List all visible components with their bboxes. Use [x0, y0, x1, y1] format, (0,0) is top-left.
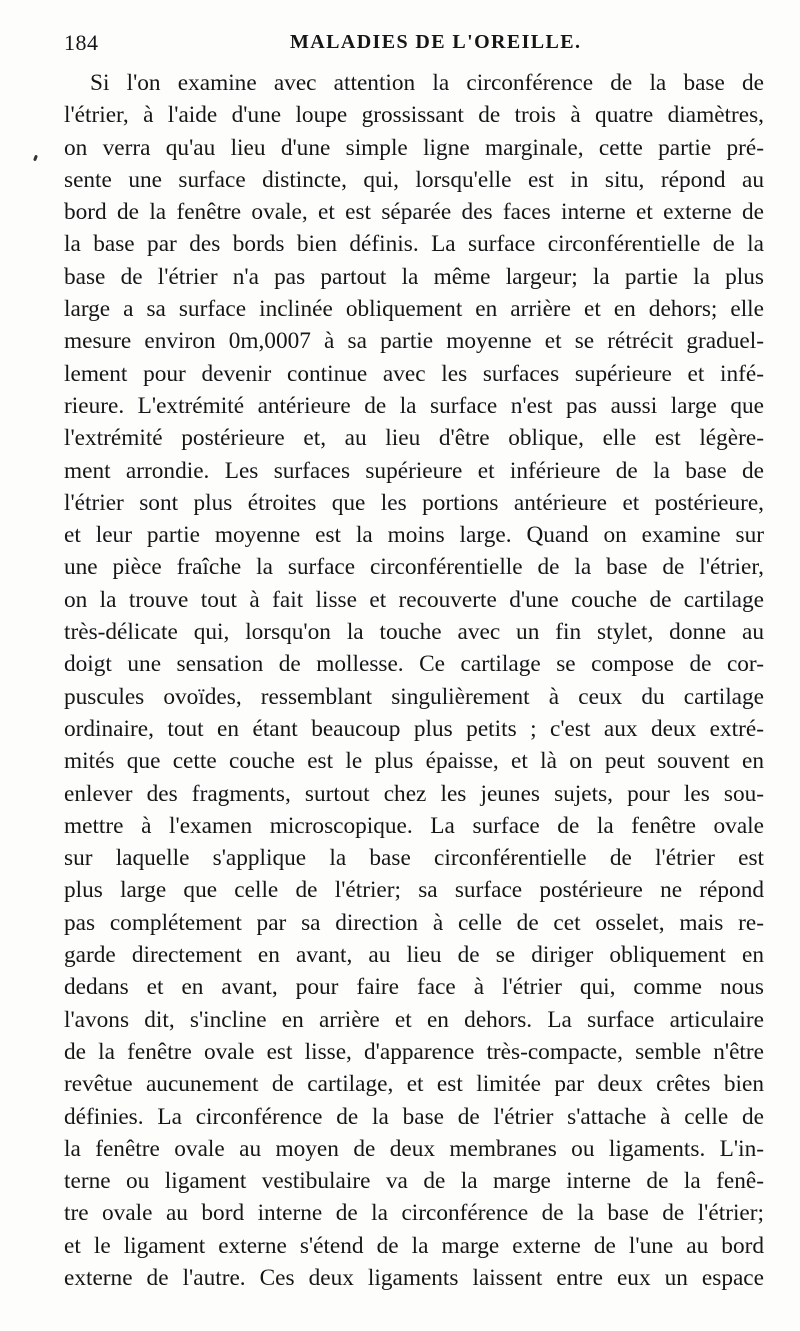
- text-line: la fenêtre ovale au moyen de deux membranes ou ligaments. L'in-: [64, 1135, 764, 1162]
- text-line: l'avons dit, s'incline en arrière et en dehors. La surface articulaire: [64, 1006, 764, 1033]
- text-line: plus large que celle de l'étrier; sa surface postérieure ne répond: [64, 877, 764, 904]
- text-line: puscules ovoïdes, ressemblant singulièrement à ceux du cartilage: [64, 683, 764, 710]
- text-line: externe de l'autre. Ces deux ligaments laissent entre eux un espace: [64, 1264, 764, 1291]
- text-line: on la trouve tout à fait lisse et recouverte d'une couche de cartilage: [64, 586, 764, 613]
- text-line: lement pour devenir continue avec les surfaces supérieure et infé-: [64, 360, 764, 387]
- text-line: et le ligament externe s'étend de la marge externe de l'une au bord: [64, 1232, 764, 1259]
- body-paragraph: [64, 67, 764, 1294]
- text-line: on verra qu'au lieu d'une simple ligne marginale, cette partie pré-: [64, 134, 764, 161]
- text-line: pas complétement par sa direction à celle de cet osselet, mais re-: [64, 909, 764, 936]
- text-line: sente une surface distincte, qui, lorsqu'elle est in situ, répond au: [64, 166, 764, 193]
- text-line: une pièce fraîche la surface circonférentielle de la base de l'étrier,: [64, 554, 764, 581]
- text-line: mettre à l'examen microscopique. La surface de la fenêtre ovale: [64, 812, 764, 839]
- text-line: base de l'étrier n'a pas partout la même largeur; la partie la plus: [64, 263, 764, 290]
- text-line: l'étrier, à l'aide d'une loupe grossissant de trois à quatre diamètres,: [64, 102, 764, 129]
- text-line: doigt une sensation de mollesse. Ce cartilage se compose de cor-: [64, 651, 764, 678]
- page-header: [64, 30, 760, 60]
- text-line: revêtue aucunement de cartilage, et est limitée par deux crêtes bien: [64, 1071, 764, 1098]
- text-line: enlever des fragments, surtout chez les jeunes sujets, pour les sou-: [64, 780, 764, 807]
- text-line: tre ovale au bord interne de la circonférence de la base de l'étrier;: [64, 1200, 764, 1227]
- text-line: ordinaire, tout en étant beaucoup plus petits ; c'est aux deux extré-: [64, 715, 764, 742]
- text-line: ment arrondie. Les surfaces supérieure et inférieure de la base de: [64, 457, 764, 484]
- text-line: rieure. L'extrémité antérieure de la surface n'est pas aussi large que: [64, 392, 764, 419]
- text-line: terne ou ligament vestibulaire va de la marge interne de la fenê-: [64, 1168, 764, 1195]
- ink-speck: [33, 155, 38, 162]
- text-line: Si l'on examine avec attention la circonférence de la base de: [90, 70, 764, 96]
- text-line: mités que cette couche est le plus épaisse, et là on peut souvent en: [64, 748, 764, 775]
- text-line: l'étrier sont plus étroites que les portions antérieure et postérieure,: [64, 489, 764, 516]
- running-title: MALADIES DE L'OREILLE.: [290, 31, 582, 53]
- text-line: de la fenêtre ovale est lisse, d'apparence très-compacte, semble n'être: [64, 1038, 764, 1065]
- text-line: bord de la fenêtre ovale, et est séparée des faces interne et externe de: [64, 199, 764, 226]
- text-line: et leur partie moyenne est la moins large. Quand on examine sur: [64, 522, 764, 549]
- text-line: définies. La circonférence de la base de l'étrier s'attache à celle de: [64, 1103, 764, 1130]
- text-line: sur laquelle s'applique la base circonférentielle de l'étrier est: [64, 845, 764, 872]
- text-line: garde directement en avant, au lieu de se diriger obliquement en: [64, 942, 764, 969]
- text-line: mesure environ 0m,0007 à sa partie moyenne et se rétrécit graduel-: [64, 328, 764, 355]
- text-line: l'extrémité postérieure et, au lieu d'être oblique, elle est légère-: [64, 425, 764, 452]
- text-line: la base par des bords bien définis. La surface circonférentielle de la: [64, 231, 764, 258]
- text-line: large a sa surface inclinée obliquement en arrière et en dehors; elle: [64, 296, 764, 323]
- text-line: très-délicate qui, lorsqu'on la touche avec un fin stylet, donne au: [64, 619, 764, 646]
- page-number: 184: [64, 30, 99, 55]
- text-line: dedans et en avant, pour faire face à l'étrier qui, comme nous: [64, 974, 764, 1001]
